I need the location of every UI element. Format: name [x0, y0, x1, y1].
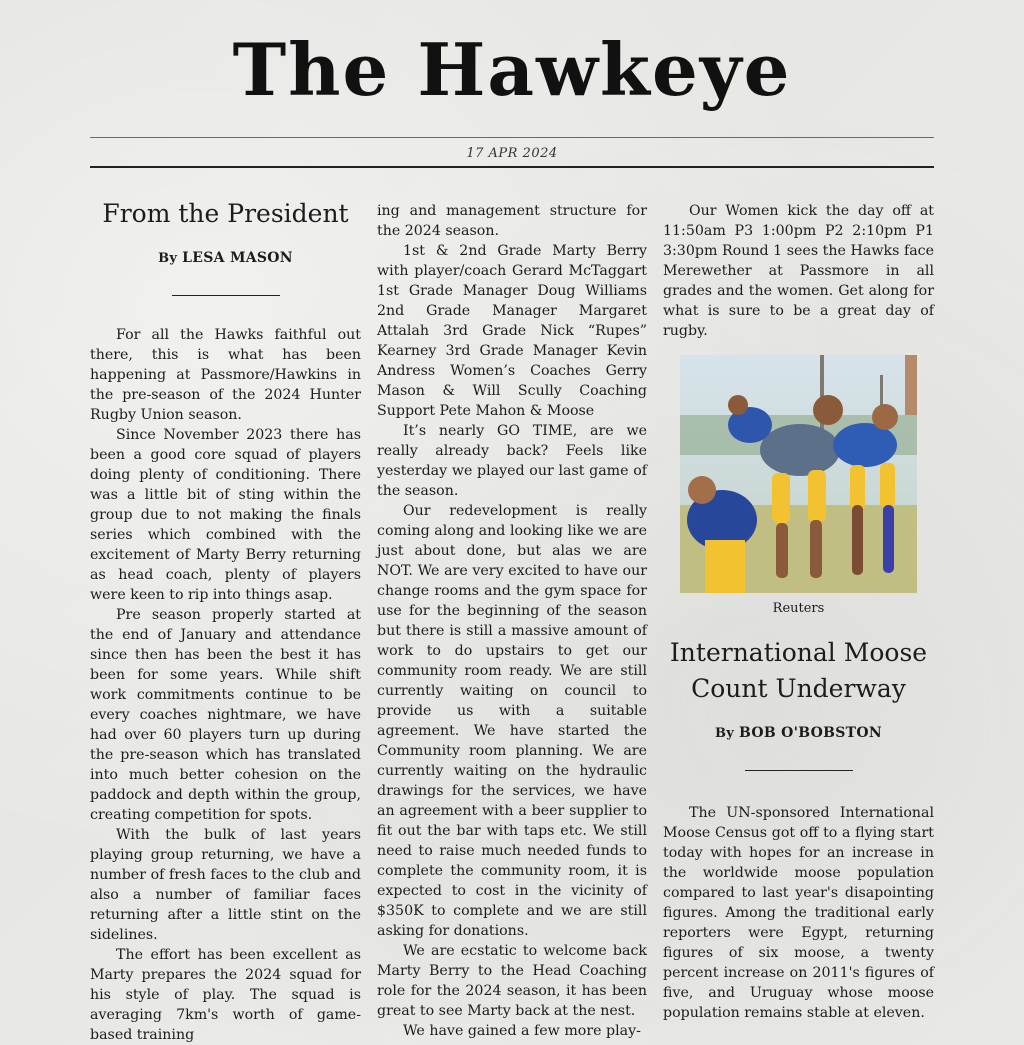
masthead-rule-bottom — [90, 166, 934, 168]
paragraph: The UN-sponsored International Moose Census got off to a flying start today with hopes for an increase in the worldwide moose population compared to last year's disapointing figures. Among the traditional early reporters were Egypt, returning figures of six moose, a twenty percent increase on 2011's figures of five, and Uruguay whose moose population remains stable at eleven. — [663, 805, 934, 1021]
masthead-rule-top — [90, 137, 934, 138]
paragraph: 1st & 2nd Grade Marty Berry with player/coach Gerard McTaggart 1st Grade Manager Doug Williams 2nd Grade Manager Margaret Attalah 3rd Grade Nick “Rupes” Kearney 3rd Grade Manager Kevin Andress Women’s Coaches Gerry Mason & Will Scully Coaching Support Pete Mahon & Moose — [377, 243, 647, 419]
paragraph: We are ecstatic to welcome back Marty Berry to the Head Coaching role for the 2024 season, it has been great to see Marty back at the nest. — [377, 943, 647, 1019]
photo-caption: Reuters — [772, 601, 825, 616]
paragraph: Our Women kick the day off at 11:50am P3 1:00pm P2 2:10pm P1 3:30pm Round 1 sees the Hawks face Merewether at Passmore in all grades and the women. Get along for what is sure to be a great day of rugby. — [663, 203, 934, 339]
paragraph: Since November 2023 there has been a good core squad of players doing plenty of conditioning. There was a little bit of sting within the group due to not making the finals series which combined with the excitement of Marty Berry returning as head coach, plenty of players were keen to rip into things asap. — [90, 427, 361, 603]
paragraph: Our redevelopment is really coming along and looking like we are just about done, but alas we are NOT. We are very excited to have our change rooms and the gym space for use for the beginning of the season but there is still a massive amount of work to do upstairs to get our community room ready. We are still currently waiting on council to provide us with a suitable agreement. We have started the Community room planning. We are currently waiting on the hydraulic drawings for the services, we have an agreement with a beer supplier to fit out the bar with taps etc. We still need to raise much needed funds to complete the community room, it is expected to cost in the vicinity of $350K to complete and we are still asking for donations. — [377, 503, 647, 939]
paragraph: The effort has been excellent as Marty prepares the 2024 squad for his style of play. The squad is averaging 7km's worth of game-based training — [90, 947, 361, 1043]
column-2 — [377, 201, 647, 1039]
byline-author: BOB O'BOBSTON — [738, 725, 882, 741]
rugby-players-image — [680, 355, 917, 593]
byline-president — [90, 248, 361, 269]
section-rule — [745, 770, 853, 771]
section-rule — [172, 295, 280, 296]
article-headline-moose: International Moose Count Underway — [669, 638, 928, 703]
masthead-title: The Hawkeye — [232, 27, 792, 112]
column-3 — [663, 201, 934, 1024]
paragraph: We have gained a few more play- — [403, 1023, 641, 1039]
article-headline-president: From the President — [102, 199, 349, 228]
paragraph: For all the Hawks faithful out there, this is what has been happening at Passmore/Hawkins in the pre-season of the 2024 Hunter Rugby Union season. — [90, 327, 361, 423]
paragraph: ing and management structure for the 2024 season. — [377, 203, 647, 239]
paragraph: It’s nearly GO TIME, are we really already back? Feels like yesterday we played our last game of the season. — [377, 423, 647, 499]
paragraph: With the bulk of last years playing group returning, we have a number of fresh faces to the club and also a number of familiar faces returning after a little stint on the sidelines. — [90, 827, 361, 943]
rugby-photo — [680, 355, 917, 593]
byline-moose — [663, 723, 934, 744]
byline-prefix: By — [158, 251, 178, 266]
paragraph: Pre season properly started at the end of January and attendance since then has been the best it has been for some years. While shift work commitments continue to be every coaches nightmare, we have had over 60 players turn up during the pre-season which has translated into much better cohesion on the paddock and depth within the group, creating competition for spots. — [90, 607, 361, 823]
byline-prefix: By — [714, 726, 735, 741]
byline-author: LESA MASON — [182, 250, 293, 266]
dateline: 17 APR 2024 — [466, 146, 558, 161]
column-1 — [90, 196, 361, 1043]
